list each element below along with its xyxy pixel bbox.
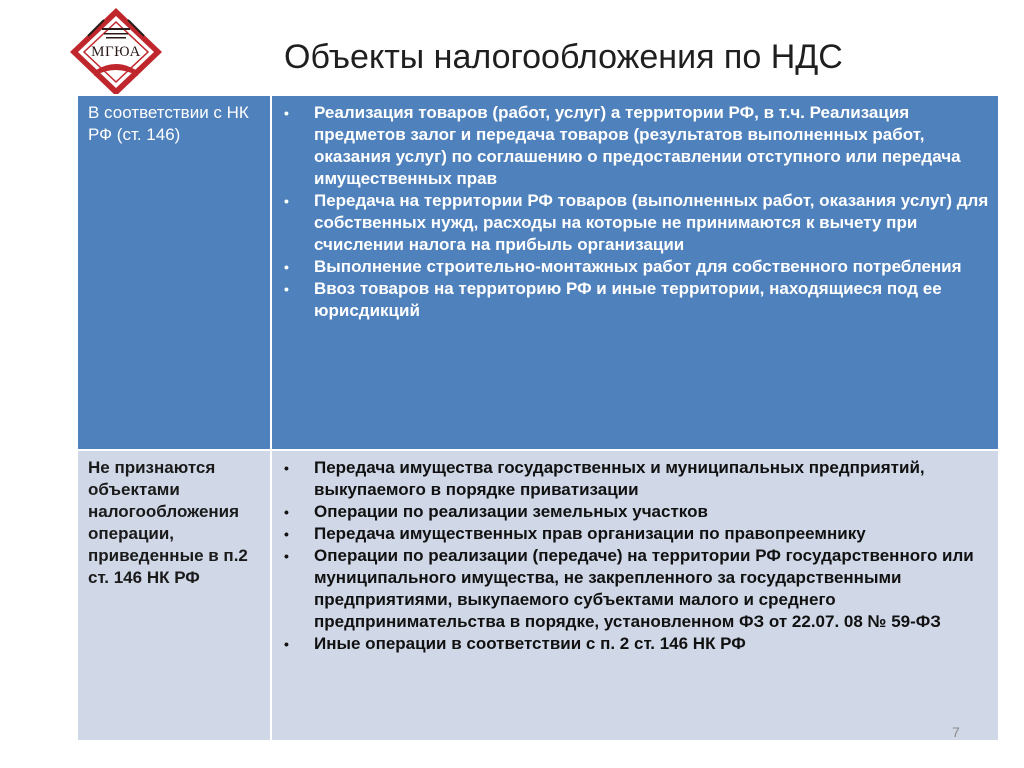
list-item: [282, 102, 990, 190]
bullet-icon: •: [284, 105, 289, 121]
list-item: [282, 545, 990, 633]
row-items-cell: [271, 450, 999, 741]
list-item-text: Операции по реализации земельных участков: [314, 502, 708, 521]
logo-emblem-icon: [66, 6, 166, 98]
row-label-cell: [77, 95, 271, 450]
list-item-text: Выполнение строительно-монтажных работ для собственного потребления: [314, 257, 962, 276]
bullet-list: [272, 451, 998, 655]
bullet-icon: •: [284, 548, 289, 564]
row-label-cell: [77, 450, 271, 741]
row-items-cell: [271, 95, 999, 450]
list-item: [282, 457, 990, 501]
list-item-text: Передача имущественных прав организации по правопреемнику: [314, 524, 866, 543]
table-row: [77, 95, 999, 450]
list-item-text: Передача имущества государственных и муниципальных предприятий, выкупаемого в порядке приватизации: [314, 458, 925, 499]
list-item: [282, 501, 990, 523]
tax-objects-table: [76, 94, 1000, 742]
list-item: [282, 256, 990, 278]
list-item-text: Ввоз товаров на территорию РФ и иные территории, находящиеся под ее юрисдикций: [314, 279, 942, 320]
bullet-icon: •: [284, 193, 289, 209]
row-label: Не признаются объектами налогообложения операции, приведенные в п.2 ст. 146 НК РФ: [88, 458, 248, 587]
list-item: [282, 523, 990, 545]
list-item-text: Передача на территории РФ товаров (выполненных работ, оказания услуг) для собственных нужд, расходы на которые не принимаются к вычету при счислении налога на прибыль организации: [314, 191, 989, 254]
list-item: [282, 190, 990, 256]
table-row: [77, 450, 999, 741]
slide-title: Объекты налогообложения по НДС: [284, 38, 843, 76]
bullet-icon: •: [284, 504, 289, 520]
list-item-text: Иные операции в соответствии с п. 2 ст. 146 НК РФ: [314, 634, 746, 653]
list-item-text: Операции по реализации (передаче) на территории РФ государственного или муниципального имущества, не закрепленного за государственными предприятиями, выкупаемого субъектами малого и среднего предпринимательства в порядке, установленном ФЗ от 22.07. 08 № 59-ФЗ: [314, 546, 974, 631]
list-item: [282, 278, 990, 322]
logo-text: МГЮА: [91, 43, 141, 60]
bullet-icon: •: [284, 281, 289, 297]
bullet-icon: •: [284, 526, 289, 542]
mgua-logo: [66, 6, 166, 98]
bullet-icon: •: [284, 636, 289, 652]
list-item-text: Реализация товаров (работ, услуг) а территории РФ, в т.ч. Реализация предметов залог и передача товаров (результатов выполненных работ, оказания услуг) по соглашению о предоставлении отступного или передача имущественных прав: [314, 103, 961, 188]
bullet-icon: •: [284, 259, 289, 275]
page-number: 7: [952, 724, 960, 740]
bullet-icon: •: [284, 460, 289, 476]
bullet-list: [272, 96, 998, 322]
list-item: [282, 633, 990, 655]
row-label: В соответствии с НК РФ (ст. 146): [88, 103, 249, 144]
